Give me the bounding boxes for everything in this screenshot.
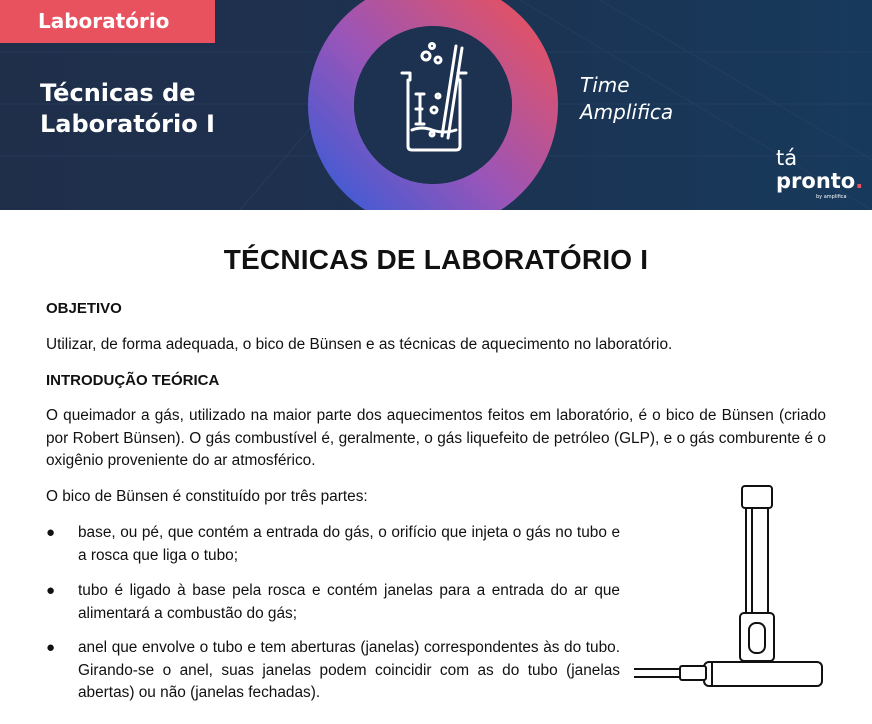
- brand-line1: tá: [776, 146, 798, 170]
- bullet-marker: ●: [46, 524, 56, 541]
- brand-line2: pronto: [776, 169, 856, 193]
- list-item: tubo é ligado à base pela rosca e contém janelas para a entrada do ar que alimentará a combustão do gás;: [78, 582, 620, 622]
- document-title: TÉCNICAS DE LABORATÓRIO I: [223, 244, 649, 275]
- parts-intro: O bico de Bünsen é constituído por três partes:: [46, 488, 368, 505]
- objective-heading: OBJETIVO: [46, 300, 122, 317]
- brand-logo: [776, 146, 864, 200]
- bunsen-burner-drawing: [628, 478, 828, 693]
- time-label-line1: Time: [580, 73, 630, 97]
- bullet-marker: ●: [46, 639, 56, 656]
- intro-paragraph: O queimador a gás, utilizado na maior parte dos aquecimentos feitos em laboratório, é o bico de Bünsen (criado por Robert Bünsen). O gás combustível é, geralmente, o gás liquefeito de petróleo (GLP), e o gás comburente é o oxigênio proveniente do ar atmosférico.: [46, 407, 826, 469]
- time-label: [580, 72, 673, 126]
- bullet-marker: ●: [46, 582, 56, 599]
- brand-subtitle: by amplifica: [816, 194, 847, 200]
- banner-title: Técnicas de Laboratório I: [40, 79, 215, 138]
- category-tag: Laboratório: [0, 0, 215, 43]
- list-item: anel que envolve o tubo e tem aberturas (janelas) correspondentes às do tubo. Girando-se o anel, suas janelas podem coincidir com as do tubo (janelas abertas) ou não (janelas fechadas).: [78, 639, 620, 701]
- header-banner: [0, 0, 872, 210]
- objective-text: Utilizar, de forma adequada, o bico de Bünsen e as técnicas de aquecimento no laboratório.: [46, 336, 673, 353]
- list-item: base, ou pé, que contém a entrada do gás, o orifício que injeta o gás no tubo e a rosca que liga o tubo;: [78, 524, 620, 564]
- brand-dot: .: [855, 169, 864, 193]
- time-label-line2: Amplifica: [580, 100, 674, 124]
- intro-heading: INTRODUÇÃO TEÓRICA: [46, 372, 220, 389]
- beaker-icon: [392, 38, 482, 158]
